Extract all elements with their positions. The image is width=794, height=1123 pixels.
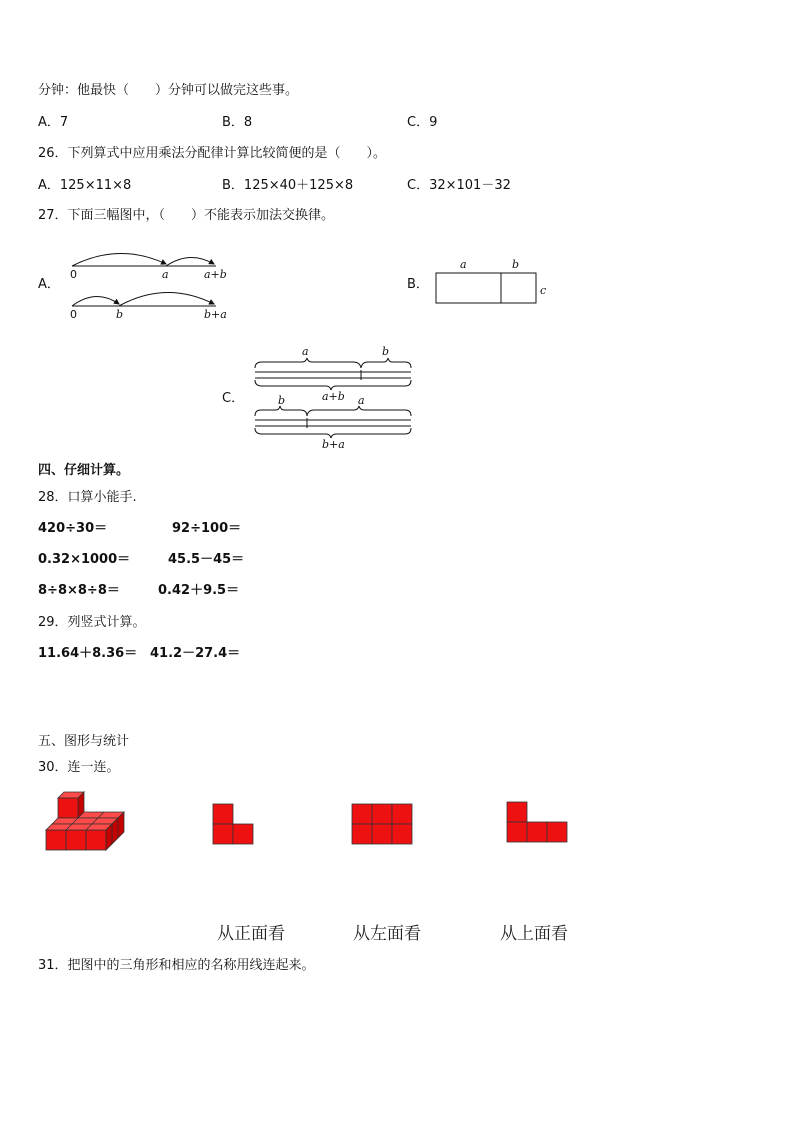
fig-c-bplusa-label: b+a [322,438,345,451]
q27-figure-c-braces [250,342,420,452]
q25-option-a[interactable]: A．7 [38,115,69,130]
q25-text: 分钟：他最快（ ）分钟可以做完这些事。 [38,83,299,98]
fig-a-zero-label: 0 [70,268,77,281]
q27-option-c[interactable]: C． [222,391,245,406]
q27-text: 27．下面三幅图中，（ ）不能表示加法交换律。 [38,208,335,223]
q28-item-6: 0.42＋9.5＝ [158,583,240,598]
q27-figure-a-number-lines [64,240,244,322]
fig-a-b-label: b [116,308,124,321]
q30-view-shape-2[interactable] [351,803,415,847]
q31-text: 31．把图中的三角形和相应的名称用线连起来。 [38,958,315,973]
q30-caption-left[interactable]: 从左面看 [353,924,421,944]
fig-c-b-label-2: b [278,394,286,407]
fig-b-b-label: b [512,258,520,271]
fig-a-aplusb-label: a+b [204,268,227,281]
fig-a-bplusa-label: b+a [204,308,227,321]
fig-b-a-label: a [460,258,467,271]
q26-text: 26．下列算式中应用乘法分配律计算比较简便的是（ ）。 [38,146,387,161]
q27-figure-b-rectangle [430,254,560,308]
q27-option-b[interactable]: B． [407,277,429,292]
q29-item-2: 41.2－27.4＝ [150,646,241,661]
q29-item-1: 11.64＋8.36＝ [38,646,138,661]
q28-text: 28．口算小能手. [38,490,137,505]
q28-item-2: 92÷100＝ [172,521,242,536]
section-4-title: 四、仔细计算。 [38,463,130,478]
q28-item-4: 45.5－45＝ [168,552,245,567]
q27-option-a[interactable]: A． [38,277,60,292]
fig-c-b-label: b [382,345,390,358]
q28-item-5: 8÷8×8÷8＝ [38,583,120,598]
q28-item-3: 0.32×1000＝ [38,552,131,567]
section-5-title: 五、图形与统计 [38,734,130,749]
q30-view-shape-1[interactable] [212,803,256,847]
q26-option-a[interactable]: A．125×11×8 [38,178,132,193]
q30-text: 30．连一连。 [38,760,120,775]
q25-option-b[interactable]: B．8 [222,115,253,130]
q30-caption-top[interactable]: 从上面看 [500,924,568,944]
fig-c-a-label-2: a [358,394,365,407]
q30-view-shape-3[interactable] [506,801,570,845]
fig-b-c-label: c [540,284,547,297]
fig-a-a-label: a [162,268,169,281]
q28-item-1: 420÷30＝ [38,521,108,536]
q25-option-c[interactable]: C．9 [407,115,438,130]
fig-c-a-label: a [302,345,309,358]
fig-a-zero-label-2: 0 [70,308,77,321]
q29-text: 29．列竖式计算。 [38,615,146,630]
q30-cube-stack-3d [44,790,128,854]
fig-c-aplusb-label: a+b [322,390,345,403]
q26-option-b[interactable]: B．125×40＋125×8 [222,178,354,193]
q26-option-c[interactable]: C．32×101－32 [407,178,511,193]
q30-caption-front[interactable]: 从正面看 [217,924,285,944]
